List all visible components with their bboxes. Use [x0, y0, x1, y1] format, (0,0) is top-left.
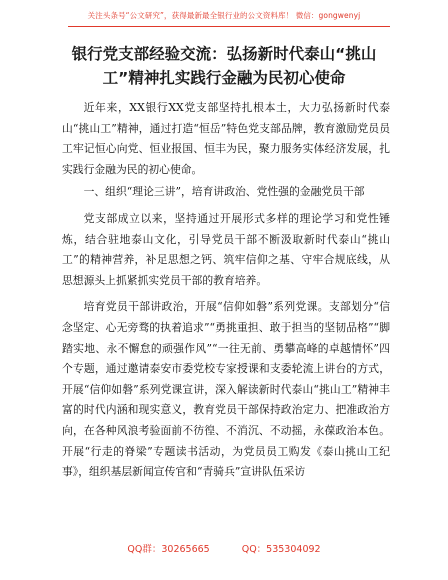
footer-qq: QQ：535304092 [241, 544, 321, 555]
header-divider [68, 26, 390, 27]
footer-qq-group: QQ群：30265665 [127, 544, 210, 555]
paragraph-intro: 近年来，XX银行XX党支部坚持扎根本土，大力弘扬新时代泰山“挑山工”精神，通过打造“恒岳”特色党支部品牌，教育激励党员员工牢记恒心向党、恒业报国、恒丰为民，聚力服务实体经济发展，扎实践行金融为民的初心使命。 [62, 101, 390, 176]
footer-contact [0, 541, 448, 555]
paragraph-section-1-detail: 培育党员干部讲政治，开展“信仰如磐”系列党课。支部划分“信念坚定、心无旁骛的执着追求”“勇挑重担、敢于担当的坚韧品格”“脚踏实地、永不懈怠的顽强作风”“一往无前、勇攀高峰的卓越情怀”四个专题，通过邀请泰安市委党校专家授课和支委轮流上讲台的方式，开展“信仰如磐”系列党课宣讲，深入解读新时代泰山“挑山工”精神丰富的时代内涵和现实意义，教育党员干部保持政治定力、把准政治方向，在各种风浪考验面前不彷徨、不消沉、不动摇，永葆政治本色。开展“行走的脊梁”专题读书活动，为党员员工购发《泰山挑山工纪事》，组织基层新闻宣传官和“青骑兵”宣讲队伍采访 [62, 300, 390, 479]
document-body [62, 98, 390, 483]
document-title: 银行党支部经验交流：弘扬新时代泰山“挑山工”精神扎实践行金融为民初心使命 [71, 45, 377, 87]
paragraph-section-1: 党支部成立以来，坚持通过开展形式多样的理论学习和党性锤炼，结合驻地泰山文化，引导党员干部不断汲取新时代泰山“挑山工”的精神营养，补足思想之钙、筑牢信仰之基、守牢合规底线，从思想源头上抓紧抓实党员干部的教育培养。 [62, 211, 390, 287]
section-heading-1: 一、组织“理论三讲”，培育讲政治、党性强的金融党员干部 [83, 185, 365, 199]
header-banner: 关注头条号“公文研究”，获得最新最全银行业的公文资料库！ 微信：gongwenyj [87, 11, 361, 20]
